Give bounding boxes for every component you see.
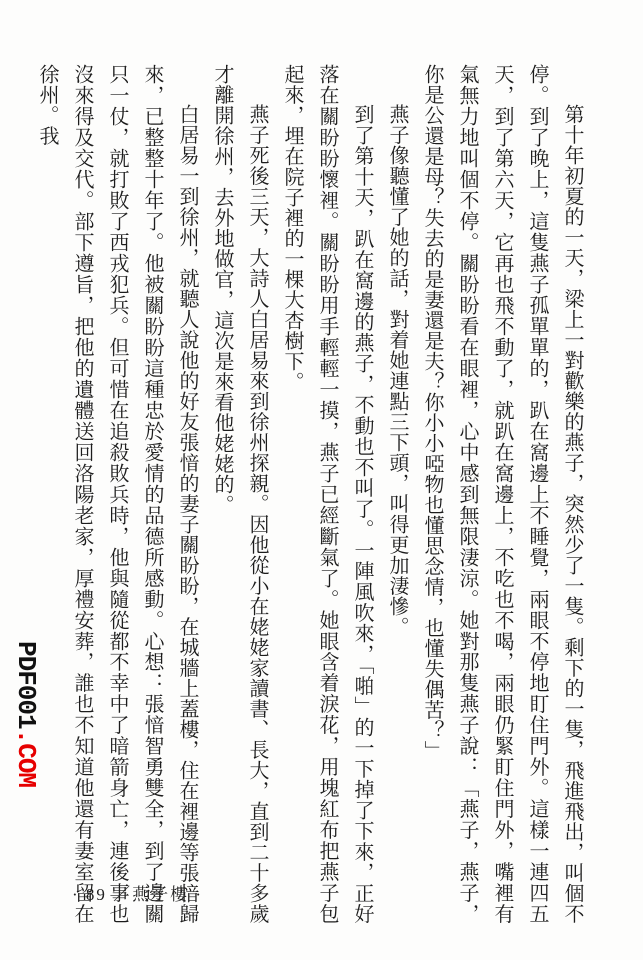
watermark-red-text: .COM — [11, 728, 41, 788]
paragraph-2: 燕子像聽懂了她的話，對着她連點三下頭，叫得更加淒慘。 — [386, 104, 408, 637]
watermark — [12, 641, 40, 803]
paragraph-1: 第十年初夏的一天，梁上一對歡樂的燕子，突然少了一隻。剩下的一隻，飛進飛出，叫個不停。到了晚上，這隻燕子孤單單的，趴在窩邊上不睡覺，兩眼不停地盯住門外。這樣一連四五天，到了第六天，它再也飛不動了，就趴在窩邊上，不吃也不喝，兩眼仍緊盯住門外，嘴裡有氣無力地叫個不停。關盼盼看在眼裡，心中感到無限淒涼。她對那隻燕子說：「燕子，燕子，你是公還是母？失去的是妻還是夫？你小小啞物也懂思念情，也懂失偶苦？」 — [421, 64, 583, 924]
paragraph-3: 到了第十天，趴在窩邊的燕子，不動也不叫了。一陣風吹來，「啪」的一下掉了下來，正好落在關盼盼懷裡。關盼盼用手輕輕一摸，燕子已經斷氣了。她眼含着淚花，用塊紅布把燕子包起來，埋在院子裡的一棵大杏樹下。 — [281, 64, 373, 924]
paragraph-4: 燕子死後三天，大詩人白居易來到徐州探親。因他從小在姥姥家讀書、長大，直到二十多歲才離開徐州，去外地做官，這次是來看他姥姥的。 — [211, 64, 268, 924]
paragraph-5: 白居易一到徐州，就聽人說他的好友張愔的妻子關盼盼，在城牆上蓋樓，住在裡邊等張愔歸來，已整整十年了。他被關盼盼這種忠於愛情的品德所感動。心想：張愔智勇雙全，到了邊關只一仗，就打敗了西戎犯兵。但可惜在追殺敗兵時，他與隨從都不幸中了暗箭身亡，連後事也沒來得及交代。部下遵旨，把他的遺體送回洛陽老家，厚禮安葬，誰也不知道他還有妻室留在徐州。我 — [36, 64, 198, 924]
watermark-black-text: PDF001 — [11, 641, 41, 729]
page-number-and-title: · 89 ／燕子樓 · — [72, 885, 204, 904]
page-footer — [72, 880, 203, 905]
vertical-text-block — [36, 64, 589, 924]
